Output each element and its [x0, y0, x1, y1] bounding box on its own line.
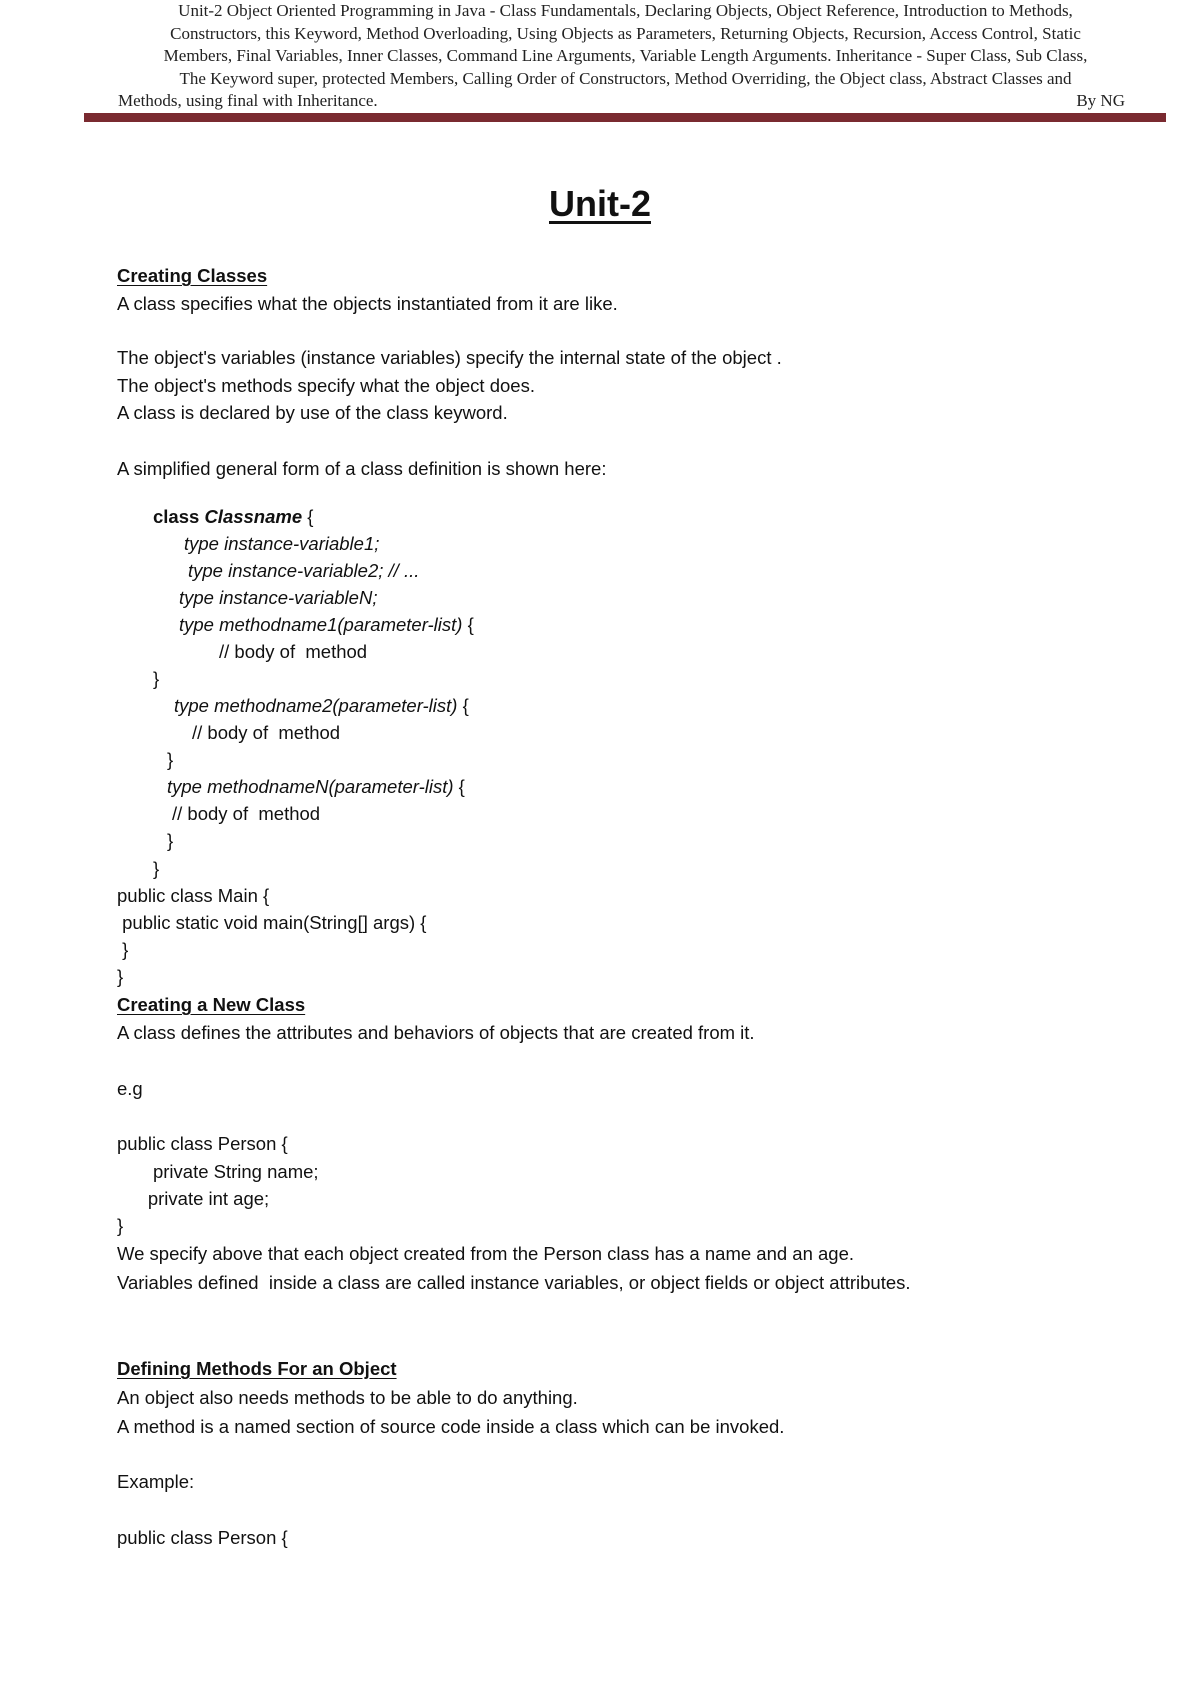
section-heading-creating-classes: Creating Classes [117, 265, 268, 286]
code-comment: // body of method [172, 803, 321, 824]
section-heading-creating-new-class: Creating a New Class [117, 994, 306, 1015]
code-brace: { [453, 776, 465, 797]
code-line: type instance-variable1; [184, 533, 380, 554]
code-brace: { [457, 695, 469, 716]
header-author: By NG [1076, 91, 1125, 110]
page-header [88, 0, 1163, 113]
code-line: private int age; [117, 1188, 270, 1209]
header-line-3: Members, Final Variables, Inner Classes, Command Line Arguments, Variable Length Arguments. Inheritance - Super Class, Sub Class, [163, 46, 1088, 65]
code-line [167, 773, 465, 800]
code-line: } [153, 858, 160, 879]
code-method-signature: type methodnameN(parameter-list) [167, 776, 454, 797]
code-comment: // body of method [219, 641, 368, 662]
code-brace: { [302, 506, 314, 527]
header-line-5 [88, 90, 1163, 113]
paragraph: e.g [117, 1078, 143, 1099]
code-line: } [117, 966, 124, 987]
paragraph: Variables defined inside a class are called instance variables, or object fields or object attributes. [117, 1272, 911, 1293]
paragraph: A class specifies what the objects instantiated from it are like. [117, 293, 618, 314]
header-line-2: Constructors, this Keyword, Method Overloading, Using Objects as Parameters, Returning Objects, Recursion, Access Control, Static [170, 23, 1081, 43]
header-divider [84, 113, 1166, 122]
paragraph: We specify above that each object created from the Person class has a name and an age. [117, 1243, 855, 1264]
code-line: public class Main { [117, 885, 270, 906]
paragraph: A simplified general form of a class definition is shown here: [117, 458, 607, 479]
code-line: } [167, 830, 174, 851]
header-line-4: The Keyword super, protected Members, Calling Order of Constructors, Method Overriding, the Object class, Abstract Classes and [179, 68, 1072, 88]
code-line: } [117, 1215, 124, 1236]
code-method-signature: type methodname1(parameter-list) [179, 614, 463, 635]
code-line: } [117, 939, 129, 960]
page-title: Unit-2 [549, 183, 651, 224]
code-line: public class Person { [117, 1133, 288, 1154]
paragraph: A class is declared by use of the class keyword. [117, 402, 508, 423]
paragraph: An object also needs methods to be able to do anything. [117, 1387, 578, 1408]
paragraph: A method is a named section of source code inside a class which can be invoked. [117, 1416, 785, 1437]
code-line: } [153, 668, 160, 689]
header-last-text: Methods, using final with Inheritance. [118, 91, 378, 110]
code-method-signature: type methodname2(parameter-list) [174, 695, 458, 716]
code-line: type instance-variableN; [179, 587, 378, 608]
paragraph: The object's variables (instance variables) specify the internal state of the object . [117, 347, 782, 368]
code-line: public class Person { [117, 1527, 288, 1548]
code-line: type instance-variable2; // ... [188, 560, 420, 581]
paragraph: A class defines the attributes and behaviors of objects that are created from it. [117, 1022, 755, 1043]
code-classname: Classname [204, 506, 303, 527]
code-line [179, 611, 474, 638]
code-comment: // body of method [192, 722, 341, 743]
code-line: } [167, 749, 174, 770]
code-brace: { [462, 614, 474, 635]
code-line [174, 692, 469, 719]
section-heading-defining-methods: Defining Methods For an Object [117, 1358, 397, 1379]
code-line: private String name; [117, 1161, 319, 1182]
paragraph: Example: [117, 1471, 195, 1492]
header-line-1: Unit-2 Object Oriented Programming in Java - Class Fundamentals, Declaring Objects, Object Reference, Introduction to Methods, [178, 1, 1073, 20]
code-line [153, 503, 313, 530]
paragraph: The object's methods specify what the object does. [117, 375, 535, 396]
code-line: public static void main(String[] args) { [117, 912, 427, 933]
code-keyword: class [153, 506, 205, 527]
